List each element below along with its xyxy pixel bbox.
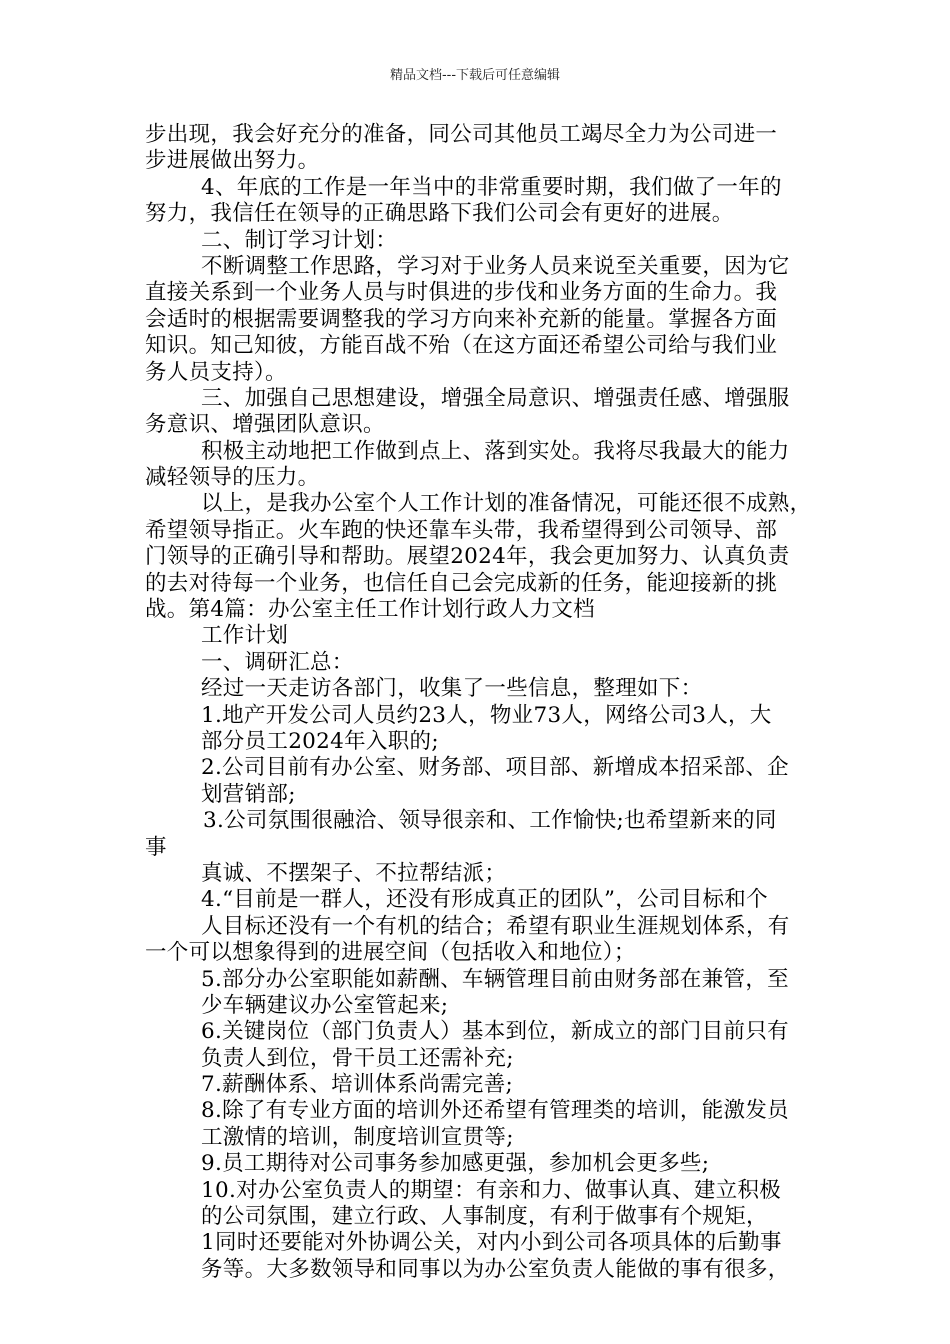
text-line: 务等。大多数领导和同事以为办公室负责人能做的事有很多， xyxy=(201,1256,790,1282)
text-line: 工激情的培训，制度培训宣贯等; xyxy=(201,1124,514,1150)
text-line: 经过一天走访各部门，收集了一些信息，整理如下： xyxy=(201,676,703,702)
text-line: 的公司氛围，建立行政、人事制度，有利于做事有个规矩， xyxy=(201,1204,768,1230)
text-line: 步进展做出努力。 xyxy=(145,148,320,174)
text-line: 努力，我信任在领导的正确思路下我们公司会有更好的进展。 xyxy=(145,201,734,227)
text-line: 划营销部; xyxy=(201,781,296,807)
text-line: 一、调研汇总： xyxy=(201,649,354,675)
text-line: 9.员工期待对公司事务参加感更强，参加机会更多些; xyxy=(201,1151,710,1177)
text-line: 希望领导指正。火车跑的快还靠车头带，我希望得到公司领导、部 xyxy=(145,517,778,543)
text-line: 工作计划 xyxy=(201,623,289,649)
document-body xyxy=(145,122,825,1283)
text-line: 6.关键岗位（部门负责人）基本到位，新成立的部门目前只有 xyxy=(201,1019,789,1045)
text-line: 4、年底的工作是一年当中的非常重要时期，我们做了一年的 xyxy=(201,174,782,200)
text-line: 3.公司氛围很融洽、领导很亲和、工作愉快;也希望新来的同 xyxy=(203,808,777,834)
text-line: 4.“目前是一群人，还没有形成真正的团队”，公司目标和个 xyxy=(201,887,768,913)
text-line: 不断调整工作思路，学习对于业务人员来说至关重要，因为它 xyxy=(201,253,790,279)
text-line: 积极主动地把工作做到点上、落到实处。我将尽我最大的能力 xyxy=(201,438,790,464)
text-line: 以上，是我办公室个人工作计划的准备情况，可能还很不成熟， xyxy=(201,491,812,517)
text-line: 真诚、不摆架子、不拉帮结派； xyxy=(201,860,507,886)
text-line: 二、制订学习计划： xyxy=(201,227,398,253)
text-line: 务意识、增强团队意识。 xyxy=(145,412,385,438)
text-line: 1同时还要能对外协调公关，对内小到公司各项具体的后勤事 xyxy=(201,1230,782,1256)
text-line: 10.对办公室负责人的期望：有亲和力、做事认真、建立积极 xyxy=(201,1177,782,1203)
text-line: 少车辆建议办公室管起来; xyxy=(201,992,449,1018)
text-line: 一个可以想象得到的进展空间（包括收入和地位）； xyxy=(145,940,636,966)
text-line: 步出现，我会好充分的准备，同公司其他员工竭尽全力为公司进一 xyxy=(145,122,778,147)
text-line: 战。第4篇：办公室主任工作计划行政人力文档 xyxy=(145,597,595,623)
text-line: 人目标还没有一个有机的结合；希望有职业生涯规划体系，有 xyxy=(201,913,790,939)
text-line: 7.薪酬体系、培训体系尚需完善; xyxy=(201,1072,514,1098)
text-line: 直接关系到一个业务人员与时俱进的步伐和业务方面的生命力。我 xyxy=(145,280,778,306)
text-line: 1.地产开发公司人员约23人，物业73人，网络公司3人，大 xyxy=(201,702,772,728)
text-line: 三、加强自己思想建设，增强全局意识、增强责任感、增强服 xyxy=(201,385,790,411)
text-line: 知识。知己知彼，方能百战不殆（在这方面还希望公司给与我们业 xyxy=(145,333,778,359)
text-line: 5.部分办公室职能如薪酬、车辆管理目前由财务部在兼管，至 xyxy=(201,966,789,992)
text-line: 的去对待每一个业务，也信任自己会完成新的任务，能迎接新的挑 xyxy=(145,570,778,596)
text-line: 8.除了有专业方面的培训外还希望有管理类的培训，能激发员 xyxy=(201,1098,789,1124)
text-line: 负责人到位，骨干员工还需补充; xyxy=(201,1045,514,1071)
text-line: 会适时的根据需要调整我的学习方向来补充新的能量。掌握各方面 xyxy=(145,306,778,332)
text-line: 减轻领导的压力。 xyxy=(145,465,320,491)
text-line: 部分员工2024年入职的; xyxy=(201,728,439,754)
text-line: 务人员支持）。 xyxy=(145,359,287,385)
text-line: 门领导的正确引导和帮助。展望2024年，我会更加努力、认真负责 xyxy=(145,544,790,570)
page-header: 精品文档---下载后可任意编辑 xyxy=(389,68,561,83)
text-line: 事 xyxy=(145,834,167,860)
text-line: 2.公司目前有办公室、财务部、项目部、新增成本招采部、企 xyxy=(201,755,789,781)
